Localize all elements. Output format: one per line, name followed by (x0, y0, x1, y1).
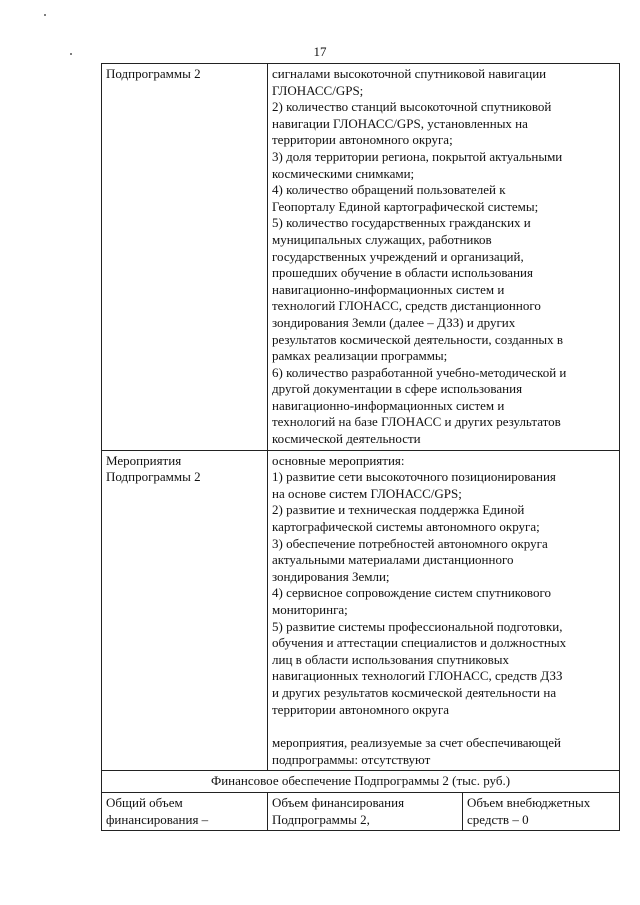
content-line: основные мероприятия: (272, 452, 405, 468)
content-line: навигационных технологий ГЛОНАСС, средств ДЗЗ (272, 668, 563, 684)
content-line: 4) количество обращений пользователей к (272, 182, 506, 198)
content-line: зондирования Земли (далее – ДЗЗ) и других (272, 314, 516, 330)
finance-text: Объем финансирования (272, 794, 405, 810)
content-line: картографической системы автономного округа; (272, 519, 540, 535)
row-label-subprogram (102, 64, 268, 451)
content-line: ГЛОНАСС/GPS; (272, 82, 364, 98)
finance-row (102, 793, 619, 830)
finance-header: Финансовое обеспечение Подпрограммы 2 (тыс. руб.) (102, 771, 620, 793)
content-line: и других результатов космической деятельности на (272, 684, 557, 700)
content-line: территории автономного округа; (272, 132, 453, 148)
content-line: актуальными материалами дистанционного (272, 552, 514, 568)
finance-extrabudget-cell (463, 793, 620, 830)
passport-table (101, 63, 620, 831)
table-row-finance (102, 792, 620, 830)
content-line: навигации ГЛОНАСС/GPS, установленных на (272, 115, 528, 131)
content-line: 5) развитие системы профессиональной подготовки, (272, 618, 563, 634)
content-line: космическими снимками; (272, 165, 415, 181)
paragraph-gap (272, 718, 615, 735)
content-line: результатов космической деятельности, созданных в (272, 331, 564, 347)
content-line: 3) обеспечение потребностей автономного округа (272, 535, 548, 551)
finance-text: Объем внебюджетных (467, 794, 591, 810)
row-content-indicators (268, 64, 620, 451)
content-line: рамках реализации программы; (272, 348, 448, 364)
content-line: муниципальных служащих, работников (272, 231, 492, 247)
content-line: территории автономного округа (272, 701, 450, 717)
content-line: 6) количество разработанной учебно-методической и (272, 364, 567, 380)
table-row-indicators (102, 64, 620, 451)
table-row-finance-header (102, 771, 620, 793)
content-line: другой документации в сфере использования (272, 381, 523, 397)
finance-total-cell (102, 793, 268, 830)
finance-text: Общий объем (106, 794, 183, 810)
finance-subprogram-cell (268, 793, 463, 830)
content-line: технологий на базе ГЛОНАСС и других результатов (272, 414, 561, 430)
finance-text: средств – 0 (467, 811, 529, 827)
finance-text: Подпрограммы 2, (272, 811, 370, 827)
content-line: 2) количество станций высокоточной спутниковой (272, 99, 552, 115)
content-line: обучения и аттестации специалистов и должностных (272, 635, 567, 651)
row-label-activities (102, 450, 268, 771)
row-content-activities (268, 450, 620, 771)
content-line: сигналами высокоточной спутниковой навигации (272, 66, 547, 81)
table-row-activities (102, 450, 620, 771)
content-line: зондирования Земли; (272, 568, 390, 584)
content-line: подпрограммы: отсутствуют (272, 751, 431, 767)
content-line: технологий ГЛОНАСС, средств дистанционного (272, 298, 541, 314)
content-line: 2) развитие и техническая поддержка Единой (272, 502, 525, 518)
scan-speck (44, 14, 46, 16)
finance-text: финансирования – (106, 811, 209, 827)
content-line: навигационно-информационных систем и (272, 397, 505, 413)
content-line: прошедших обучение в области использования (272, 265, 533, 281)
row-label-text: Подпрограммы 2 (106, 66, 201, 81)
content-line: Геопорталу Единой картографической системы; (272, 198, 539, 214)
finance-subtable (102, 793, 619, 830)
content-line: мониторинга; (272, 602, 348, 617)
content-line: 5) количество государственных гражданских и (272, 215, 531, 231)
content-line: на основе систем ГЛОНАСС/GPS; (272, 485, 462, 501)
page-number: 17 (313, 44, 327, 59)
content-line: государственных учреждений и организаций, (272, 248, 524, 264)
row-label-text: Мероприятия (106, 452, 182, 468)
finance-cells (102, 792, 620, 830)
content-line: 1) развитие сети высокоточного позиционирования (272, 469, 556, 485)
content-line: мероприятия, реализуемые за счет обеспечивающей (272, 735, 562, 751)
content-line: лиц в области использования спутниковых (272, 651, 509, 667)
content-line: 3) доля территории региона, покрытой актуальными (272, 148, 563, 164)
row-label-text: Подпрограммы 2 (106, 469, 201, 485)
content-line: навигационно-информационных систем и (272, 281, 505, 297)
content-line: космической деятельности (272, 431, 421, 447)
content-line: 4) сервисное сопровождение систем спутникового (272, 585, 551, 601)
